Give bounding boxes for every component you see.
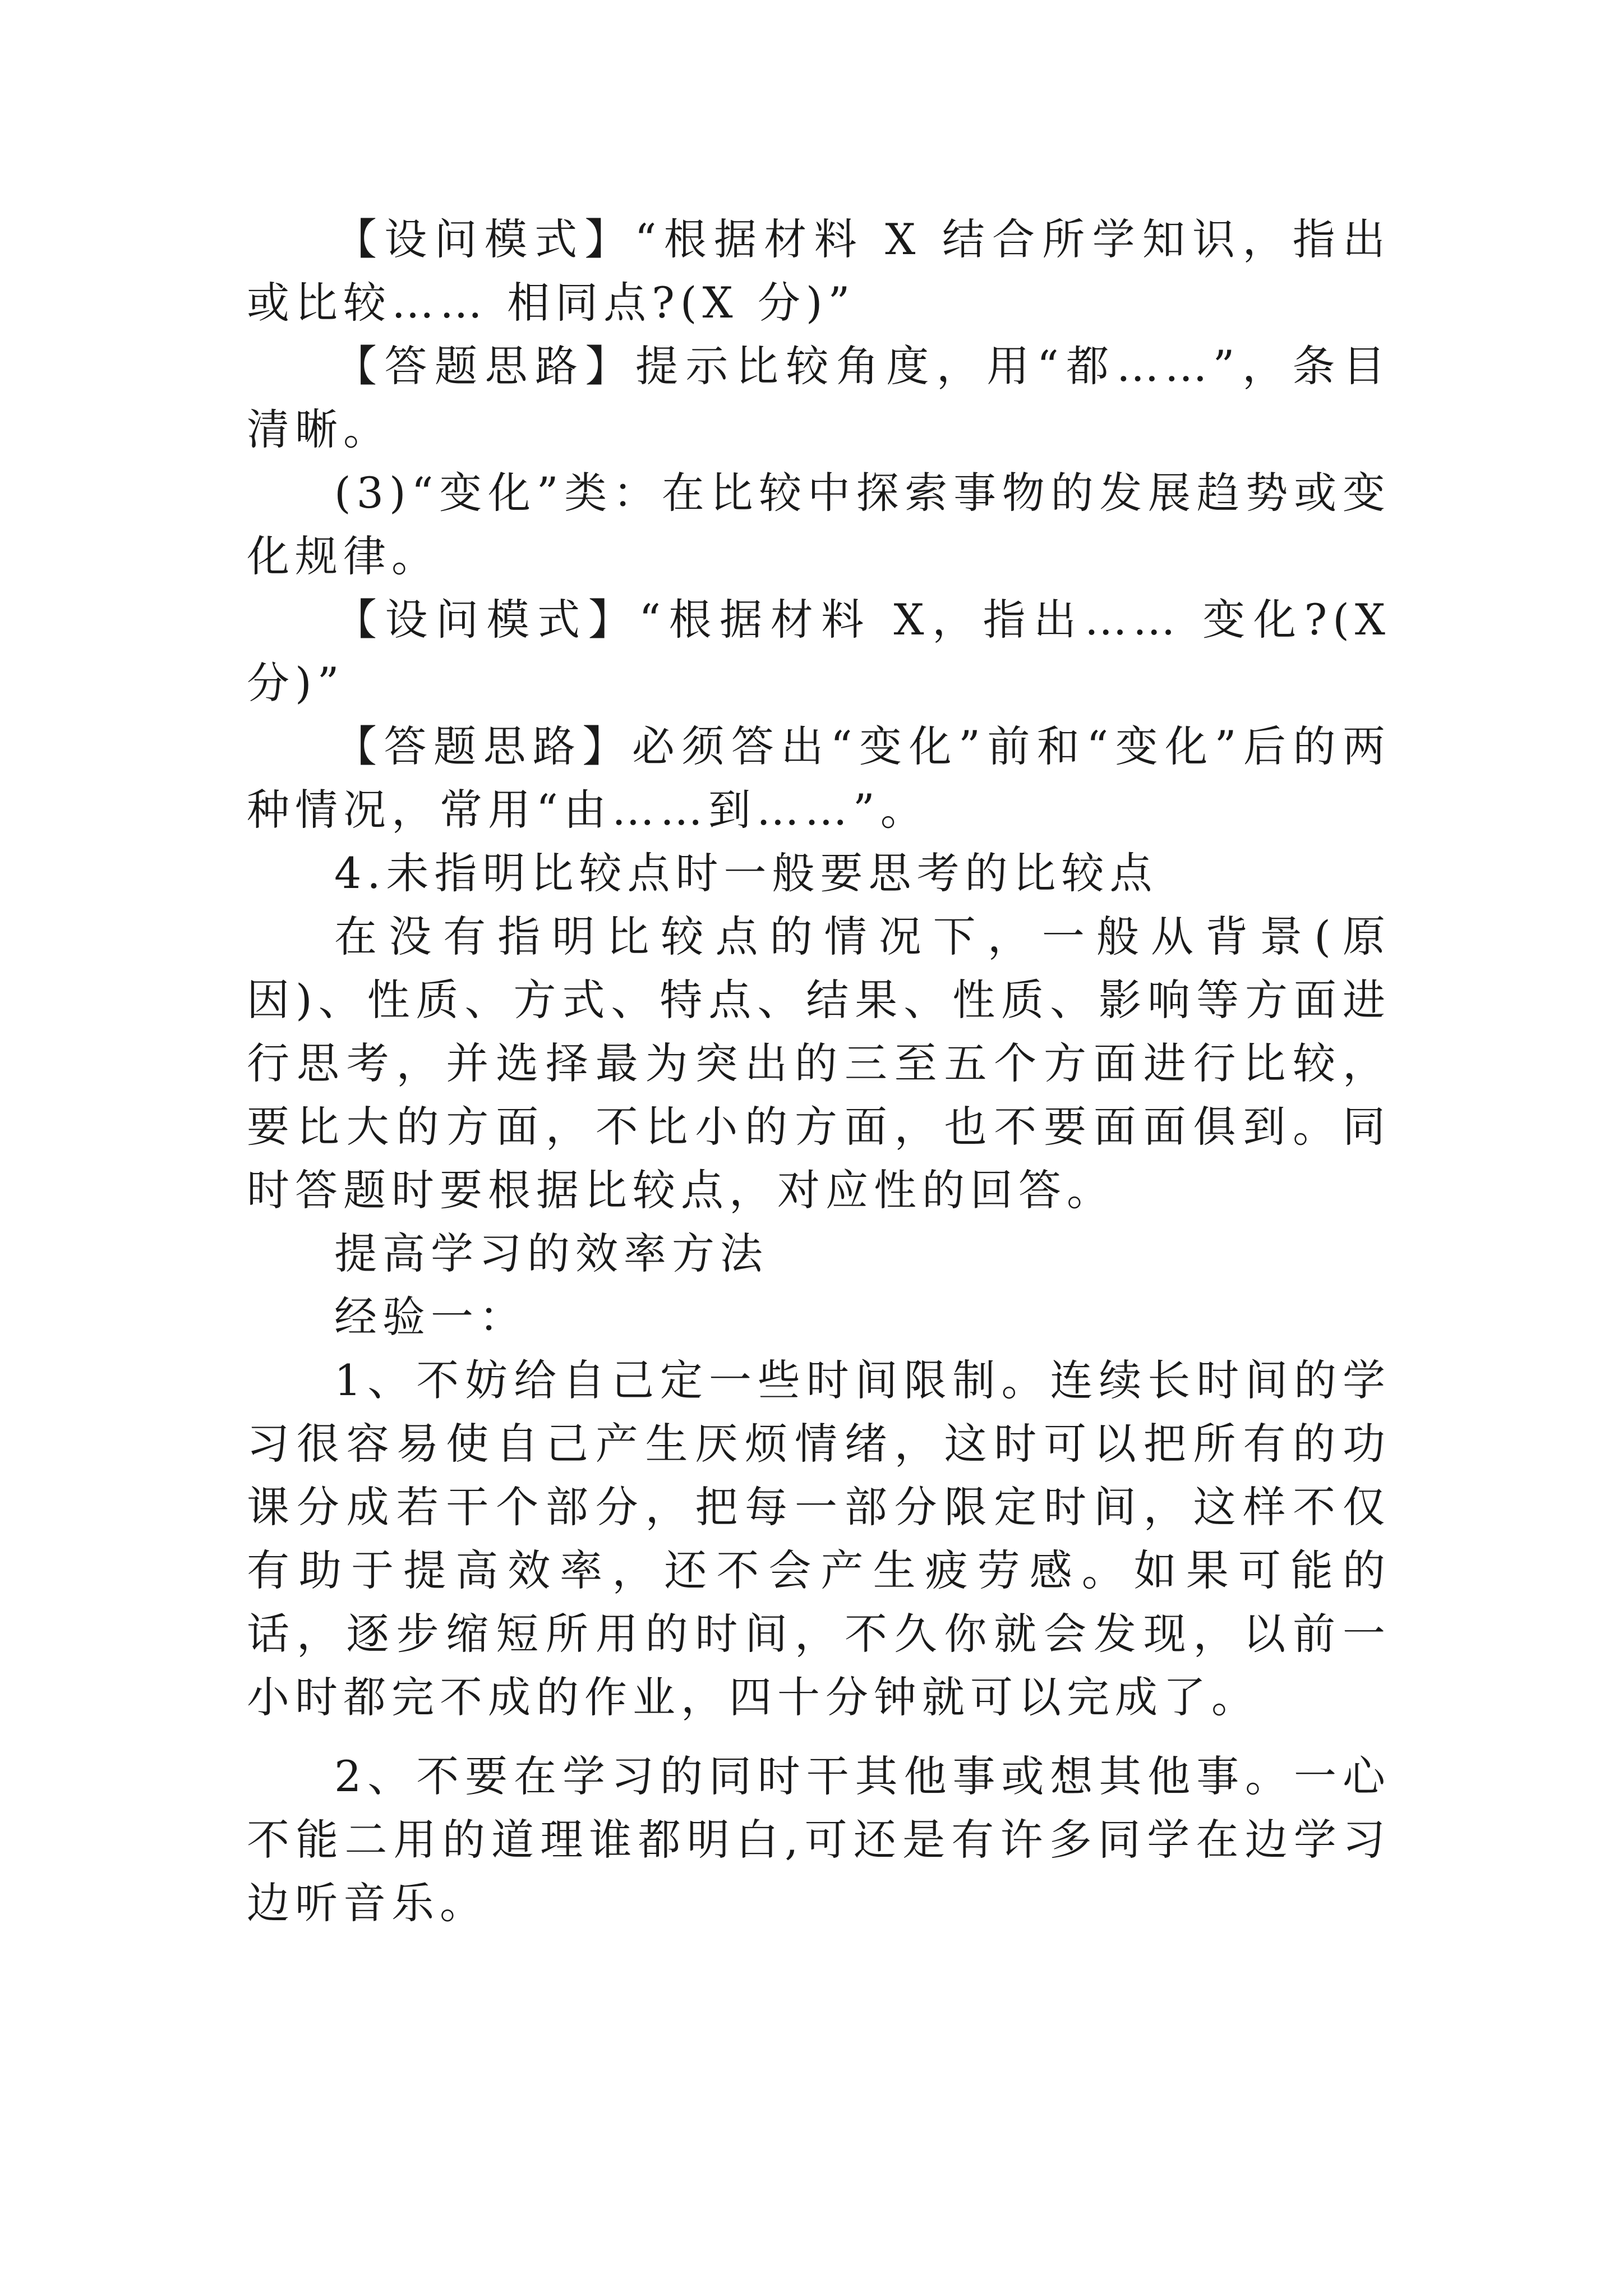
paragraph-heading-comparison-points: 4.未指明比较点时一般要思考的比较点 — [334, 848, 1158, 898]
paragraph-question-pattern-2: 【设问模式】“根据材料 X，指出…… 变化?(X 分)” — [247, 595, 1391, 708]
paragraph-answer-approach-2: 【答题思路】必须答出“变化”前和“变化”后的两种情况，常用“由……到……”。 — [247, 721, 1391, 835]
paragraph-question-pattern-1: 【设问模式】“根据材料 X 结合所学知识，指出或比较…… 相同点?(X 分)” — [247, 214, 1391, 328]
paragraph-answer-approach-1: 【答题思路】提示比较角度，用“都……”，条目清晰。 — [247, 341, 1391, 454]
paragraph-heading-study-efficiency: 提高学习的效率方法 — [334, 1228, 768, 1278]
paragraph-tip-1: 1、不妨给自己定一些时间限制。连续长时间的学习很容易使自己产生厌烦情绪，这时可以把所有的功课分成若干个部分，把每一部分限定时间，这样不仅有助于提高效率，还不会产生疲劳感。如果可能的话，逐步缩短所用的时间，不久你就会发现，以前一小时都完不成的作业，四十分钟就可以完成了。 — [247, 1355, 1391, 1722]
paragraph-experience-one: 经验一： — [334, 1292, 527, 1342]
paragraph-comparison-points-body: 在没有指明比较点的情况下，一般从背景(原因)、性质、方式、特点、结果、性质、影响等方面进行思考，并选择最为突出的三至五个方面进行比较，要比大的方面，不比小的方面，也不要面面俱到。同时答题时要根据比较点，对应性的回答。 — [247, 912, 1391, 1215]
document-body — [247, 208, 1391, 1935]
paragraph-change-type: (3)“变化”类：在比较中探索事物的发展趋势或变化规律。 — [247, 468, 1391, 581]
paragraph-tip-2: 2、不要在学习的同时干其他事或想其他事。一心不能二用的道理谁都明白,可还是有许多同学在边学习边听音乐。 — [247, 1751, 1391, 1928]
